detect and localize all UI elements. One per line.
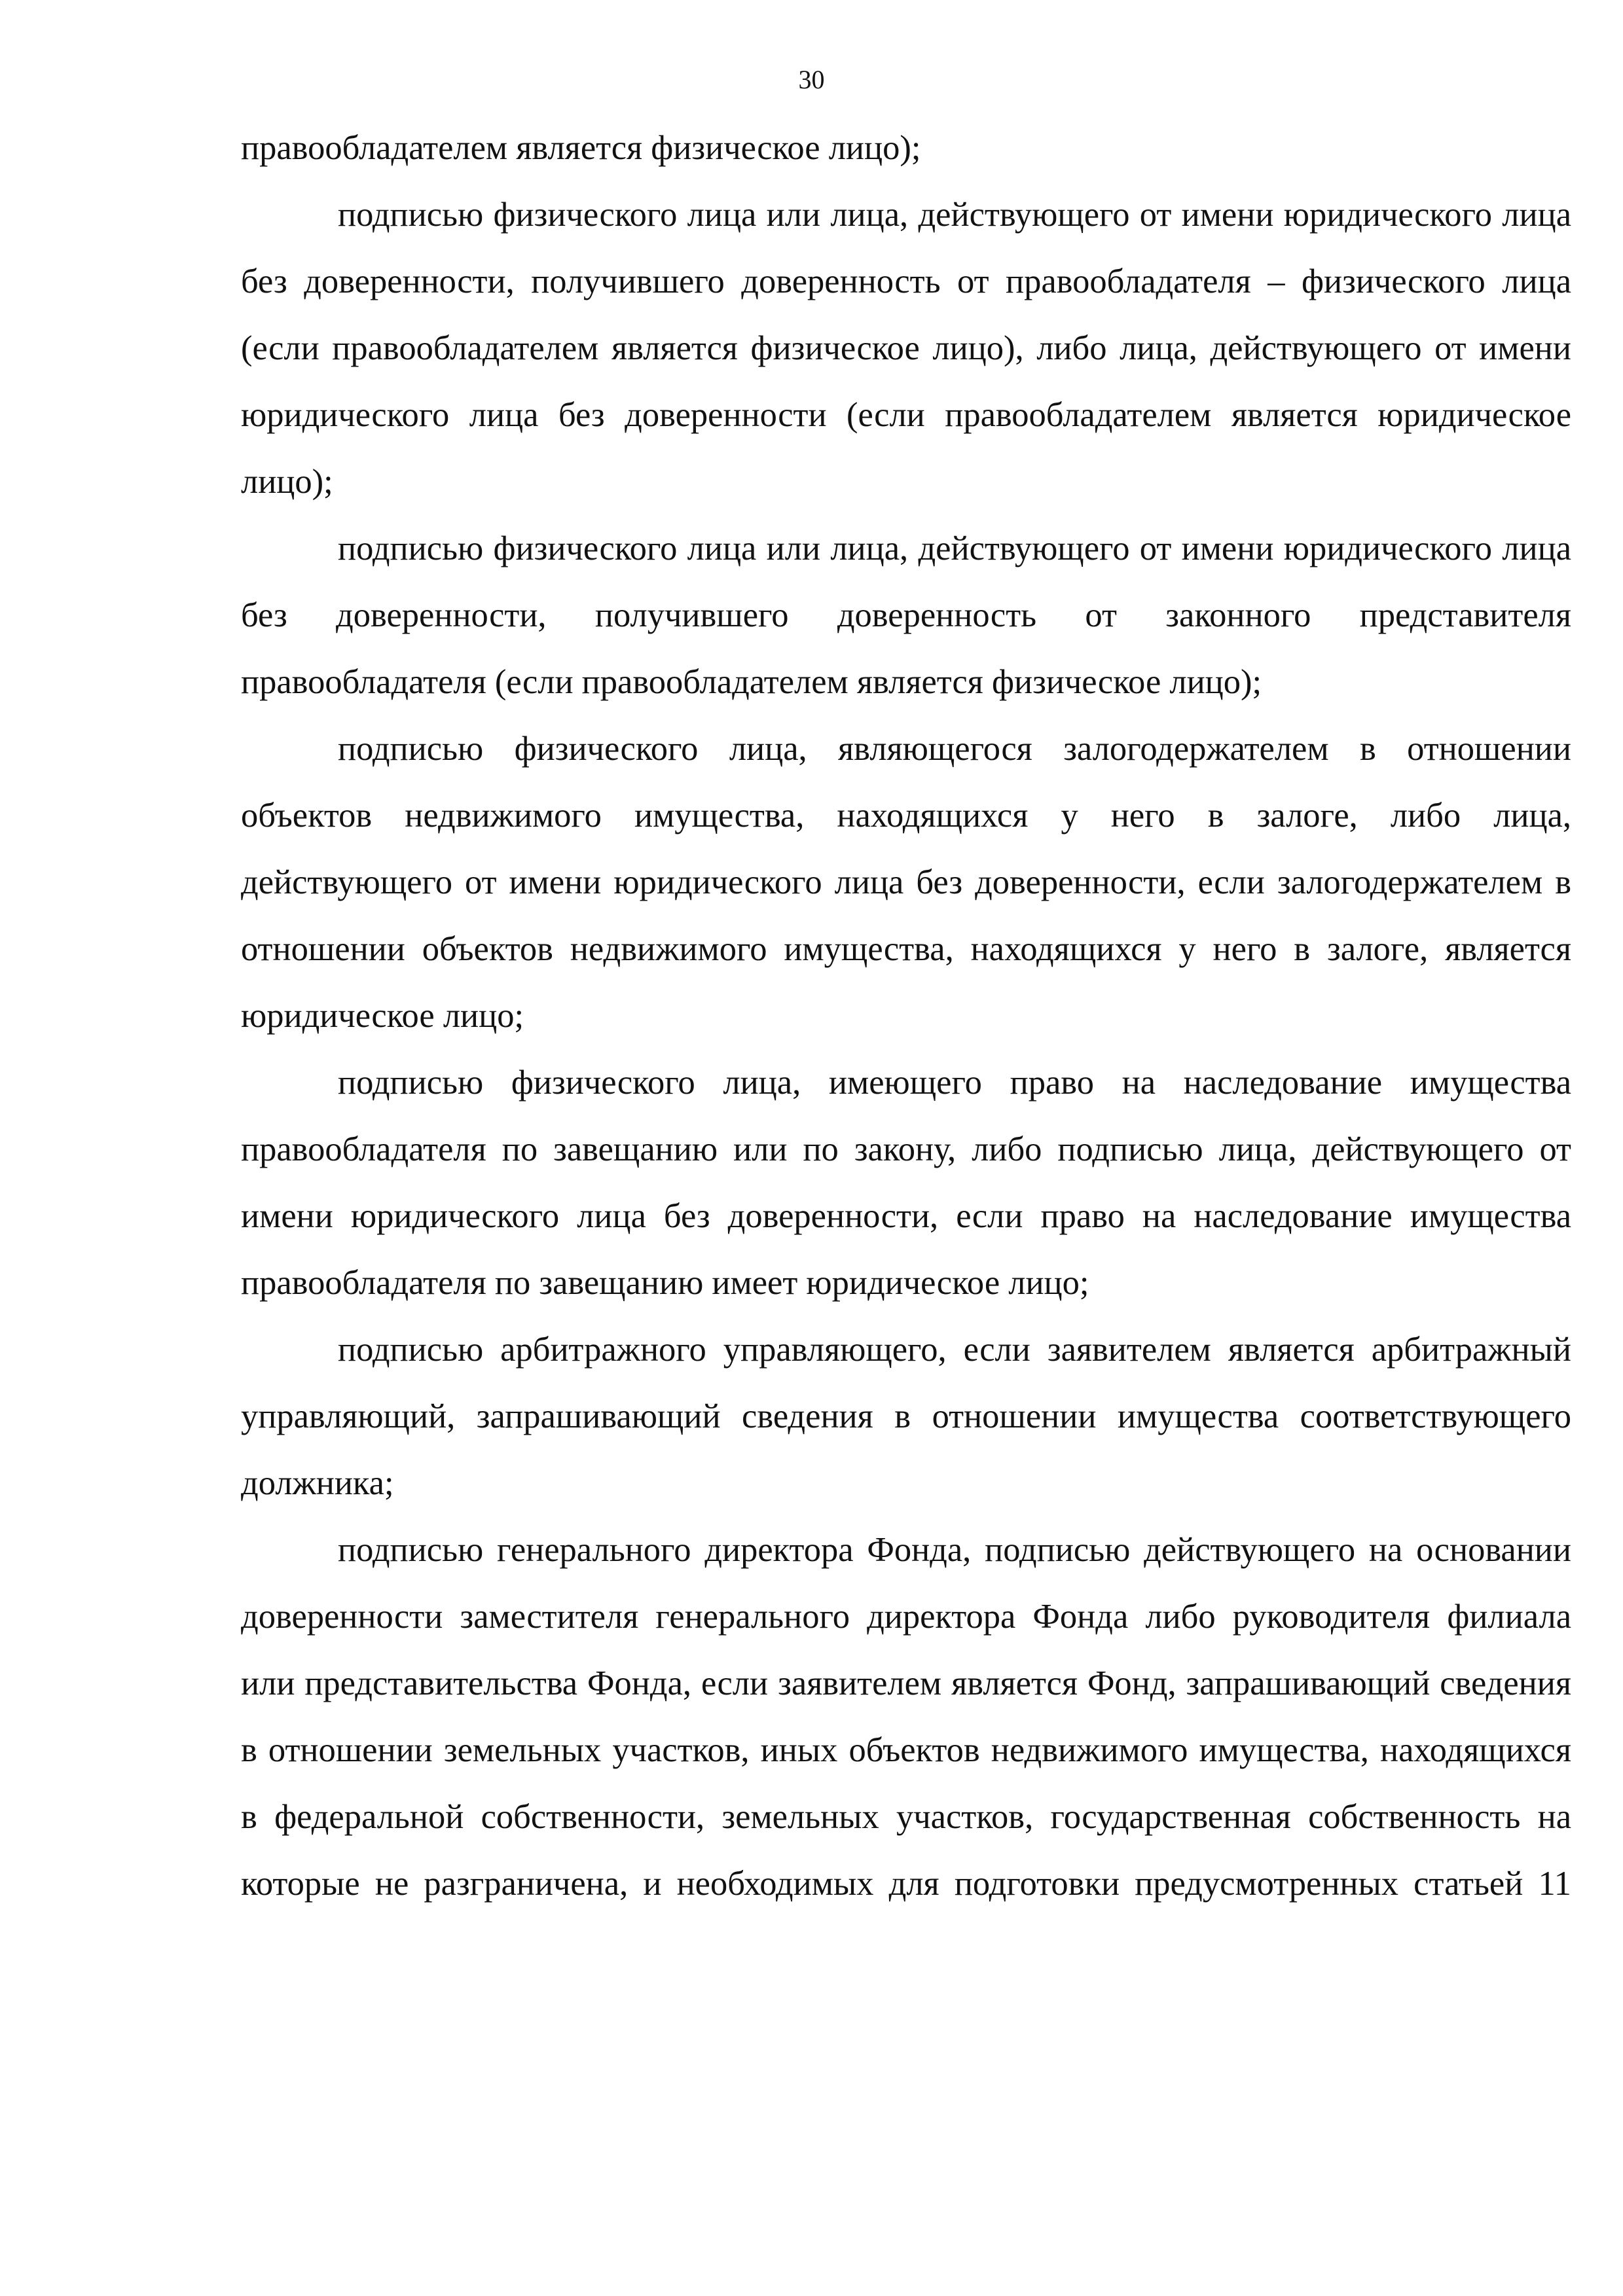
page-number: 30 [798, 65, 825, 94]
document-body [241, 115, 1571, 1917]
paragraph-signature-heir: подписью физического лица, имеющего право на наследование имущества правообладателя по завещанию или по закону, либо подписью лица, действующего от имени юридического лица без доверенности, если право на наследование имущества правообладателя по завещанию имеет юридическое лицо; [241, 1064, 1571, 1302]
paragraph-signature-fund-director [241, 1516, 1571, 1917]
paragraph-signature-pledgee: подписью физического лица, являющегося залогодержателем в отношении объектов недвижимого имущества, находящихся у него в залоге, либо лица, действующего от имени юридического лица без доверенности, если залогодержателем в отношении объектов недвижимого имущества, находящихся у него в залоге, является юридическое лицо; [241, 730, 1571, 1035]
paragraph-text: подписью генерального директора Фонда, подписью действующего на основании доверенности заместителя генерального директора Фонда либо руководителя филиала или представительства Фонда, если заявителем является Фонд, запрашивающий сведения в отношении земельных участков, иных объектов недвижимого имущества, находящихся в федеральной собственности, земельных участков, государственная собственность на которые не разграничена, и необходимых для подготовки предусмотренных статьей 11 [241, 1531, 1571, 1903]
paragraph-signature-arbitration-manager: подписью арбитражного управляющего, если заявителем является арбитражный управляющий, запрашивающий сведения в отношении имущества соответствующего должника; [241, 1331, 1571, 1502]
paragraph-signature-legal-representative: подписью физического лица или лица, действующего от имени юридического лица без доверенности, получившего доверенность от законного представителя правообладателя (если правообладателем является физическое лицо); [241, 529, 1571, 701]
paragraph-signature-individual-or-legal: подписью физического лица или лица, действующего от имени юридического лица без доверенности, получившего доверенность от правообладателя – физического лица (если правообладателем является физическое лицо), либо лица, действующего от имени юридического лица без доверенности (если правообладателем является юридическое лицо); [241, 196, 1571, 501]
paragraph-continuation: правообладателем является физическое лицо); [241, 129, 921, 167]
